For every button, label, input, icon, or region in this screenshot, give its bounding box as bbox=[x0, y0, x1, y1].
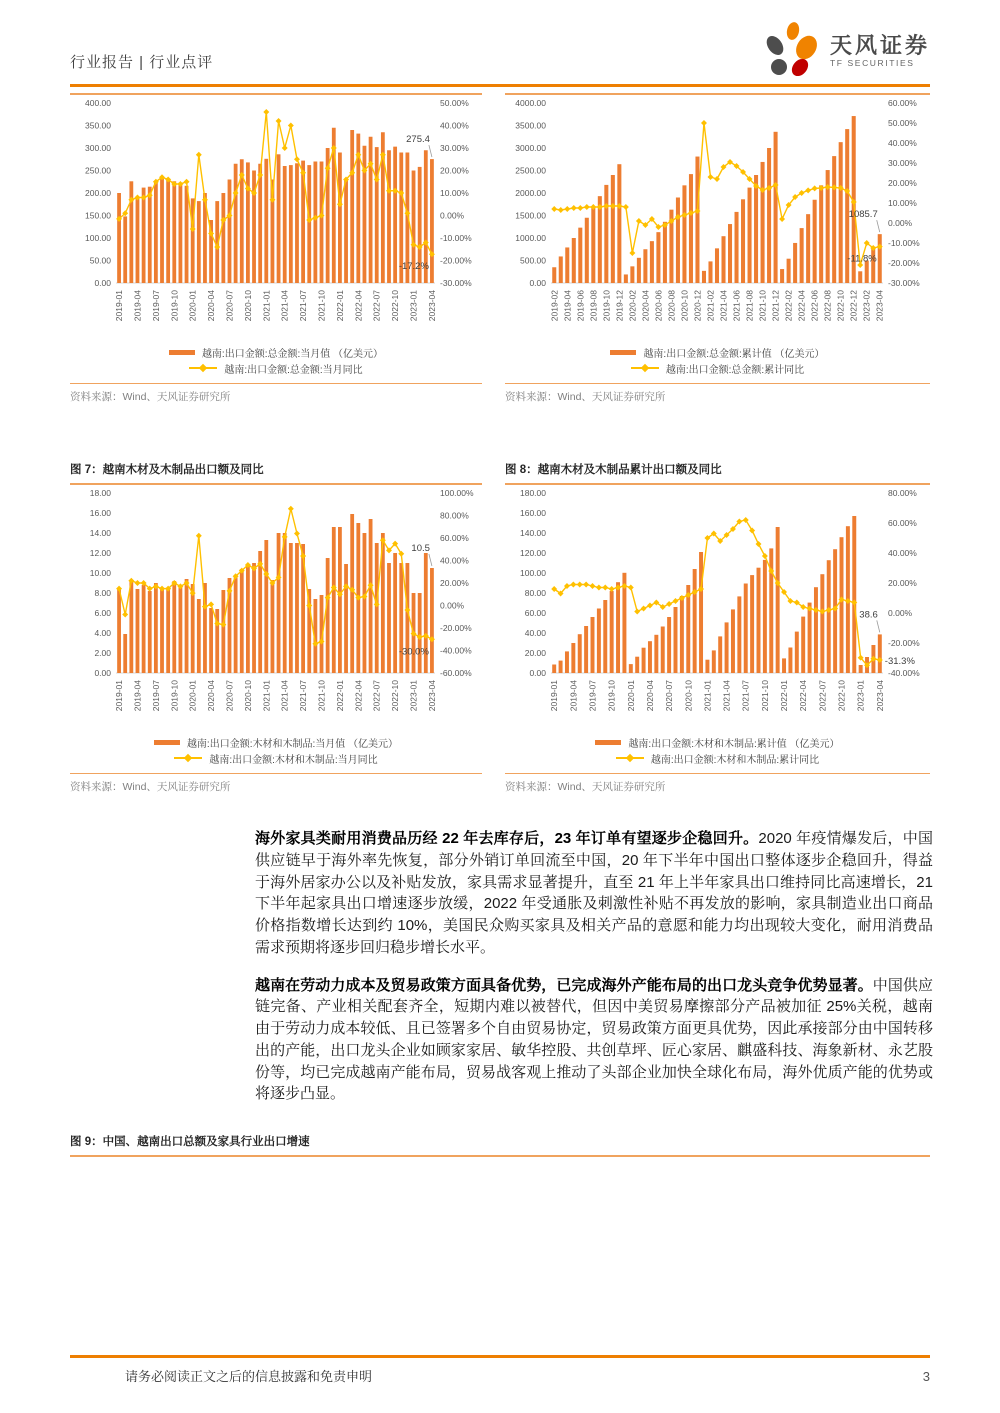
svg-text:40.00%: 40.00% bbox=[888, 548, 917, 558]
legend-label: 越南:出口金额:木材和木制品:当月值 （亿美元） bbox=[186, 738, 399, 750]
svg-text:2021-10: 2021-10 bbox=[759, 680, 770, 712]
svg-text:2019-10: 2019-10 bbox=[606, 680, 617, 712]
logo-petal-orange-small bbox=[785, 21, 800, 41]
combo-chart-vn-total-monthly bbox=[70, 95, 482, 337]
svg-text:2021-07: 2021-07 bbox=[298, 680, 309, 712]
figure-vn-total-monthly bbox=[70, 93, 482, 404]
svg-text:2020-07: 2020-07 bbox=[224, 680, 235, 712]
svg-text:2.00: 2.00 bbox=[94, 648, 111, 658]
svg-text:0.00: 0.00 bbox=[529, 278, 546, 288]
svg-text:2021-06: 2021-06 bbox=[731, 290, 742, 322]
svg-text:2021-10: 2021-10 bbox=[757, 290, 768, 322]
svg-text:2020-08: 2020-08 bbox=[666, 290, 677, 322]
svg-text:2020-07: 2020-07 bbox=[664, 680, 675, 712]
svg-text:2020-01: 2020-01 bbox=[187, 290, 198, 322]
svg-text:2019-04: 2019-04 bbox=[132, 290, 143, 322]
svg-text:-30.00%: -30.00% bbox=[440, 278, 472, 288]
svg-text:40.00: 40.00 bbox=[524, 628, 546, 638]
svg-text:2022-06: 2022-06 bbox=[809, 290, 820, 322]
paragraph-1-body: 2020 年疫情爆发后，中国供应链早于海外率先恢复，部分外销订单回流至中国，20 年下半年中国出口整体逐步企稳回升，得益于海外居家办公以及补贴发放，家具需求显著提升，直至 21 年上半年家具出口维持同比高速增长，21 下半年起家具出口增速逐步放缓，2022 年受通胀及刺激性补贴不再发放的影响，家具制造业出口商品价格指数增长达到约 10%，美国民众购买家具及相关产品的意愿和能力均出现较大变化，耐用消费品需求预期将逐步回归稳步增长水平。 bbox=[255, 830, 933, 956]
svg-text:-11.8%: -11.8% bbox=[847, 253, 877, 265]
svg-text:2023-02: 2023-02 bbox=[861, 290, 872, 322]
svg-text:2023-01: 2023-01 bbox=[408, 290, 419, 322]
svg-text:20.00%: 20.00% bbox=[888, 178, 917, 188]
line-series-swatch bbox=[616, 757, 644, 759]
svg-text:1085.7: 1085.7 bbox=[848, 209, 878, 221]
figure-9 bbox=[70, 1131, 930, 1157]
svg-text:3500.00: 3500.00 bbox=[515, 120, 546, 131]
svg-text:0.00%: 0.00% bbox=[888, 218, 913, 228]
legend-item-bar bbox=[70, 734, 482, 750]
paragraph-2 bbox=[255, 975, 933, 1106]
figure-source: 资料来源：Wind、天风证券研究所 bbox=[505, 781, 666, 793]
svg-text:2019-01: 2019-01 bbox=[114, 290, 125, 322]
disclaimer-text: 请务必阅读正文之后的信息披露和免责申明 bbox=[125, 1369, 373, 1384]
line-series-swatch bbox=[174, 757, 202, 759]
svg-text:2020-12: 2020-12 bbox=[692, 290, 703, 322]
svg-text:100.00: 100.00 bbox=[520, 568, 546, 578]
svg-text:350.00: 350.00 bbox=[85, 120, 111, 131]
bar-series-swatch bbox=[610, 350, 636, 355]
svg-text:0.00%: 0.00% bbox=[888, 608, 913, 618]
svg-text:50.00%: 50.00% bbox=[888, 118, 917, 128]
svg-text:2023-04: 2023-04 bbox=[874, 680, 885, 712]
svg-text:-20.00%: -20.00% bbox=[440, 623, 472, 633]
figure-7 bbox=[70, 459, 482, 794]
svg-text:2019-01: 2019-01 bbox=[114, 680, 125, 712]
line-series-swatch bbox=[189, 367, 217, 369]
svg-text:2019-04: 2019-04 bbox=[562, 290, 573, 322]
svg-text:2020-01: 2020-01 bbox=[187, 680, 198, 712]
svg-text:1000.00: 1000.00 bbox=[515, 233, 546, 243]
legend-label: 越南:出口金额:总金额:累计值 （亿美元） bbox=[643, 348, 825, 360]
svg-text:60.00%: 60.00% bbox=[888, 98, 917, 108]
figure-title: 图 8：越南木材及木制品累计出口额及同比 bbox=[505, 464, 722, 476]
svg-text:2019-10: 2019-10 bbox=[169, 290, 180, 322]
svg-text:0.00%: 0.00% bbox=[440, 210, 465, 221]
svg-text:200.00: 200.00 bbox=[85, 188, 111, 198]
svg-text:2019-07: 2019-07 bbox=[587, 680, 598, 712]
svg-text:-30.00%: -30.00% bbox=[888, 278, 920, 288]
figure-8 bbox=[505, 459, 930, 794]
legend-item-line bbox=[505, 360, 930, 376]
diamond-marker-icon bbox=[641, 363, 649, 371]
svg-text:2022-01: 2022-01 bbox=[779, 680, 790, 712]
svg-text:2020-06: 2020-06 bbox=[653, 290, 664, 322]
legend-label: 越南:出口金额:总金额:累计同比 bbox=[665, 364, 805, 376]
legend-item-bar bbox=[505, 344, 930, 360]
svg-text:40.00%: 40.00% bbox=[440, 120, 469, 131]
svg-text:2500.00: 2500.00 bbox=[515, 165, 546, 176]
svg-text:-31.3%: -31.3% bbox=[884, 655, 915, 667]
chart-legend bbox=[70, 344, 482, 376]
figure-source: 资料来源：Wind、天风证券研究所 bbox=[70, 781, 231, 793]
paragraph-2-lead: 越南在劳动力成本及贸易政策方面具备优势，已完成海外产能布局的出口龙头竞争优势显著。 bbox=[255, 976, 873, 994]
diamond-marker-icon bbox=[184, 753, 192, 761]
chart-legend bbox=[505, 344, 930, 376]
svg-text:2021-08: 2021-08 bbox=[744, 290, 755, 322]
svg-text:-20.00%: -20.00% bbox=[888, 258, 920, 268]
page-footer bbox=[70, 1355, 930, 1385]
paragraph-1-lead: 海外家具类耐用消费品历经 22 年去库存后，23 年订单有望逐步企稳回升。 bbox=[255, 830, 759, 847]
svg-text:2021-04: 2021-04 bbox=[721, 680, 732, 712]
svg-text:3000.00: 3000.00 bbox=[515, 143, 546, 153]
svg-text:30.00%: 30.00% bbox=[888, 158, 917, 168]
svg-text:2021-04: 2021-04 bbox=[718, 290, 729, 322]
figure-row-2 bbox=[70, 459, 930, 794]
report-type-label: 行业报告 | 行业点评 bbox=[70, 54, 214, 71]
svg-text:80.00%: 80.00% bbox=[888, 488, 917, 498]
legend-item-line bbox=[70, 360, 482, 376]
bar-series-swatch bbox=[169, 350, 195, 355]
svg-text:2023-01: 2023-01 bbox=[855, 680, 866, 712]
svg-text:2019-07: 2019-07 bbox=[150, 290, 161, 322]
svg-text:2019-04: 2019-04 bbox=[568, 680, 579, 712]
svg-text:80.00: 80.00 bbox=[524, 588, 546, 598]
figure-vn-total-cumulative bbox=[505, 93, 930, 404]
brand-text bbox=[830, 34, 930, 68]
header-divider bbox=[70, 84, 930, 87]
svg-text:2023-04: 2023-04 bbox=[426, 680, 437, 712]
svg-text:2021-12: 2021-12 bbox=[770, 290, 781, 322]
svg-text:140.00: 140.00 bbox=[520, 528, 546, 538]
brand-name: 天风证券 bbox=[829, 32, 930, 58]
svg-text:2020-04: 2020-04 bbox=[640, 290, 651, 322]
svg-text:2019-12: 2019-12 bbox=[614, 290, 625, 322]
svg-text:2021-10: 2021-10 bbox=[316, 290, 327, 322]
svg-text:2022-02: 2022-02 bbox=[783, 290, 794, 322]
svg-text:4000.00: 4000.00 bbox=[515, 98, 546, 108]
legend-item-line bbox=[505, 750, 930, 766]
svg-text:2023-04: 2023-04 bbox=[874, 290, 885, 322]
bar-series-swatch bbox=[154, 740, 180, 745]
svg-text:40.00%: 40.00% bbox=[440, 555, 469, 566]
svg-text:2021-01: 2021-01 bbox=[702, 680, 713, 712]
figure-title-rule bbox=[70, 1155, 930, 1157]
svg-text:60.00%: 60.00% bbox=[440, 533, 469, 543]
svg-text:2020-01: 2020-01 bbox=[625, 680, 636, 712]
svg-text:250.00: 250.00 bbox=[85, 165, 111, 176]
svg-text:2022-04: 2022-04 bbox=[353, 680, 364, 712]
svg-text:10.5: 10.5 bbox=[411, 543, 430, 554]
legend-label: 越南:出口金额:木材和木制品:当月同比 bbox=[209, 754, 378, 766]
combo-chart-vn-total-cumulative bbox=[505, 95, 930, 337]
svg-text:2019-06: 2019-06 bbox=[575, 290, 586, 322]
svg-text:-10.00%: -10.00% bbox=[888, 238, 920, 248]
svg-text:50.00: 50.00 bbox=[89, 255, 111, 266]
svg-text:300.00: 300.00 bbox=[85, 143, 111, 153]
paragraph-1 bbox=[255, 828, 933, 959]
svg-text:2020-04: 2020-04 bbox=[644, 680, 655, 712]
legend-item-line bbox=[70, 750, 482, 766]
svg-text:0.00: 0.00 bbox=[529, 668, 546, 678]
svg-text:0.00: 0.00 bbox=[94, 278, 111, 288]
svg-text:20.00%: 20.00% bbox=[440, 165, 469, 176]
svg-text:2021-02: 2021-02 bbox=[705, 290, 716, 322]
figure-title: 图 9：中国、越南出口总额及家具行业出口增速 bbox=[70, 1136, 310, 1148]
logo-petal-red bbox=[789, 56, 812, 80]
svg-text:2021-07: 2021-07 bbox=[740, 680, 751, 712]
svg-text:150.00: 150.00 bbox=[85, 210, 111, 221]
svg-text:2021-01: 2021-01 bbox=[261, 680, 272, 712]
logo-petal-gray bbox=[763, 33, 787, 58]
legend-label: 越南:出口金额:总金额:当月同比 bbox=[224, 364, 363, 376]
svg-text:2020-10: 2020-10 bbox=[242, 290, 253, 322]
svg-text:2019-10: 2019-10 bbox=[601, 290, 612, 322]
svg-text:2022-08: 2022-08 bbox=[822, 290, 833, 322]
svg-text:-20.00%: -20.00% bbox=[440, 255, 472, 266]
svg-text:2021-04: 2021-04 bbox=[279, 290, 290, 322]
figure-title: 图 7：越南木材及木制品出口额及同比 bbox=[70, 464, 264, 476]
svg-text:500.00: 500.00 bbox=[520, 255, 546, 266]
diamond-marker-icon bbox=[626, 753, 634, 761]
legend-item-bar bbox=[505, 734, 930, 750]
svg-text:2022-01: 2022-01 bbox=[334, 290, 345, 322]
logo-petal-gray-round bbox=[771, 59, 787, 75]
svg-text:2022-04: 2022-04 bbox=[353, 290, 364, 322]
diamond-marker-icon bbox=[199, 363, 207, 371]
tf-securities-logo bbox=[766, 22, 930, 84]
svg-text:2022-10: 2022-10 bbox=[390, 290, 401, 322]
svg-text:2022-07: 2022-07 bbox=[817, 680, 828, 712]
svg-text:60.00%: 60.00% bbox=[888, 518, 917, 528]
legend-label: 越南:出口金额:木材和木制品:累计值 （亿美元） bbox=[628, 738, 840, 750]
svg-text:2022-12: 2022-12 bbox=[848, 290, 859, 322]
svg-text:20.00%: 20.00% bbox=[888, 578, 917, 588]
svg-text:1500.00: 1500.00 bbox=[515, 210, 546, 221]
svg-text:2000.00: 2000.00 bbox=[515, 188, 546, 198]
figure-row-1 bbox=[70, 93, 930, 404]
svg-text:40.00%: 40.00% bbox=[888, 138, 917, 148]
svg-text:2019-01: 2019-01 bbox=[549, 680, 560, 712]
svg-text:2019-04: 2019-04 bbox=[132, 680, 143, 712]
svg-text:6.00: 6.00 bbox=[94, 608, 111, 618]
combo-chart-wood-cumulative bbox=[505, 485, 930, 727]
svg-text:20.00: 20.00 bbox=[524, 648, 546, 658]
svg-text:2022-10: 2022-10 bbox=[836, 680, 847, 712]
svg-text:100.00: 100.00 bbox=[85, 233, 111, 243]
svg-text:4.00: 4.00 bbox=[94, 628, 111, 638]
svg-text:2020-10: 2020-10 bbox=[242, 680, 253, 712]
svg-text:2020-02: 2020-02 bbox=[627, 290, 638, 322]
combo-chart-wood-monthly bbox=[70, 485, 482, 727]
legend-label: 越南:出口金额:总金额:当月值 （亿美元） bbox=[201, 348, 384, 360]
svg-text:2020-04: 2020-04 bbox=[206, 290, 217, 322]
svg-text:2021-04: 2021-04 bbox=[279, 680, 290, 712]
svg-text:275.4: 275.4 bbox=[406, 134, 430, 146]
svg-text:160.00: 160.00 bbox=[520, 508, 546, 518]
svg-text:2023-04: 2023-04 bbox=[426, 290, 437, 322]
svg-text:2020-07: 2020-07 bbox=[224, 290, 235, 322]
svg-text:2020-10: 2020-10 bbox=[683, 680, 694, 712]
svg-text:60.00: 60.00 bbox=[524, 608, 546, 618]
svg-text:0.00%: 0.00% bbox=[440, 600, 465, 611]
svg-text:38.6: 38.6 bbox=[859, 609, 878, 621]
svg-text:-40.00%: -40.00% bbox=[888, 668, 920, 678]
svg-text:100.00%: 100.00% bbox=[440, 488, 474, 498]
figure-source: 资料来源：Wind、天风证券研究所 bbox=[70, 391, 231, 403]
svg-text:-60.00%: -60.00% bbox=[440, 668, 472, 678]
figure-source: 资料来源：Wind、天风证券研究所 bbox=[505, 391, 666, 403]
svg-text:2019-07: 2019-07 bbox=[150, 680, 161, 712]
tf-logo-icon bbox=[766, 22, 820, 80]
svg-text:2022-07: 2022-07 bbox=[371, 680, 382, 712]
page-number: 3 bbox=[922, 1369, 930, 1384]
svg-text:-40.00%: -40.00% bbox=[440, 645, 472, 656]
svg-text:-20.00%: -20.00% bbox=[888, 638, 920, 648]
svg-text:16.00: 16.00 bbox=[89, 508, 111, 518]
svg-text:400.00: 400.00 bbox=[85, 98, 111, 108]
bar-series-swatch bbox=[595, 740, 621, 745]
svg-text:2021-10: 2021-10 bbox=[316, 680, 327, 712]
svg-text:2019-08: 2019-08 bbox=[588, 290, 599, 322]
svg-text:10.00%: 10.00% bbox=[440, 188, 469, 198]
svg-text:2019-10: 2019-10 bbox=[169, 680, 180, 712]
legend-label: 越南:出口金额:木材和木制品:累计同比 bbox=[650, 754, 820, 766]
svg-text:180.00: 180.00 bbox=[520, 488, 546, 498]
svg-text:2022-10: 2022-10 bbox=[390, 680, 401, 712]
svg-text:120.00: 120.00 bbox=[520, 548, 546, 558]
svg-text:-30.0%: -30.0% bbox=[398, 646, 429, 658]
legend-item-bar bbox=[70, 344, 482, 360]
chart-legend bbox=[505, 734, 930, 766]
svg-text:0.00: 0.00 bbox=[94, 668, 111, 678]
svg-text:8.00: 8.00 bbox=[94, 588, 111, 598]
body-text-block bbox=[255, 828, 933, 1105]
svg-text:50.00%: 50.00% bbox=[440, 98, 469, 108]
svg-text:2022-01: 2022-01 bbox=[334, 680, 345, 712]
svg-text:-17.2%: -17.2% bbox=[398, 261, 429, 273]
paragraph-2-body: 中国供应链完备、产业相关配套齐全，短期内难以被替代，但因中美贸易摩擦部分产品被加征 25%关税，越南由于劳动力成本较低、且已签署多个自由贸易协定，贸易政策方面更具优势，因此承接部分由中国转移出的产能，出口龙头企业如顾家家居、敏华控股、共创草坪、匠心家居、麒盛科技、海象新材、永艺股份等，均已完成越南产能布局，贸易战客观上推动了头部企业加快全球化布局，海外优质产能的优势或将逐步凸显。 bbox=[255, 976, 933, 1103]
svg-text:2020-10: 2020-10 bbox=[679, 290, 690, 322]
svg-text:2022-04: 2022-04 bbox=[796, 290, 807, 322]
svg-text:30.00%: 30.00% bbox=[440, 143, 469, 153]
svg-text:2023-01: 2023-01 bbox=[408, 680, 419, 712]
svg-text:12.00: 12.00 bbox=[89, 548, 111, 558]
svg-text:2019-02: 2019-02 bbox=[549, 290, 560, 322]
svg-text:2021-01: 2021-01 bbox=[261, 290, 272, 322]
svg-text:2021-07: 2021-07 bbox=[298, 290, 309, 322]
svg-text:10.00: 10.00 bbox=[89, 568, 111, 578]
svg-text:10.00%: 10.00% bbox=[888, 198, 917, 208]
svg-text:2022-04: 2022-04 bbox=[798, 680, 809, 712]
brand-subtitle: TF SECURITIES bbox=[829, 58, 915, 69]
svg-text:14.00: 14.00 bbox=[89, 528, 111, 538]
svg-text:2022-10: 2022-10 bbox=[835, 290, 846, 322]
line-series-swatch bbox=[631, 367, 659, 369]
chart-legend bbox=[70, 734, 482, 766]
svg-text:18.00: 18.00 bbox=[89, 488, 111, 498]
svg-text:80.00%: 80.00% bbox=[440, 510, 469, 521]
svg-text:20.00%: 20.00% bbox=[440, 578, 469, 588]
svg-text:2020-04: 2020-04 bbox=[206, 680, 217, 712]
svg-text:2022-07: 2022-07 bbox=[371, 290, 382, 322]
svg-text:-10.00%: -10.00% bbox=[440, 233, 472, 243]
page-header bbox=[70, 0, 930, 84]
